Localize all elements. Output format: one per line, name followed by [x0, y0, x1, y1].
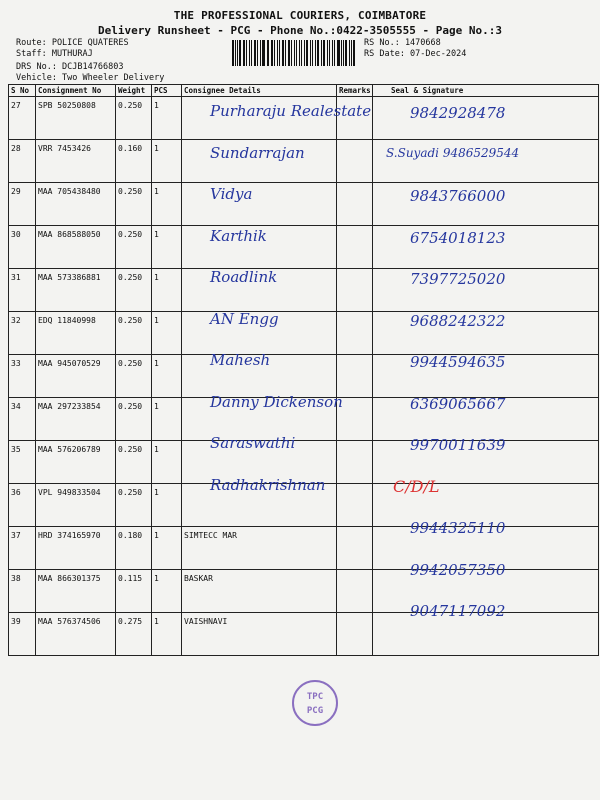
remarks-cell	[337, 269, 373, 312]
consignee-cell	[182, 183, 337, 226]
barcode-bar	[279, 40, 281, 66]
pcs-cell: 1	[152, 269, 182, 312]
staff-label: Staff: MUTHURAJ	[16, 49, 93, 59]
weight-cell: 0.115	[116, 570, 152, 613]
consignee-cell: BASKAR	[182, 570, 337, 613]
sno-cell: 29	[9, 183, 36, 226]
handwritten-consignee: Radhakrishnan	[210, 475, 326, 494]
barcode-bar	[246, 40, 247, 66]
sno-cell: 27	[9, 97, 36, 140]
consignee-cell: VAISHNAVI	[182, 613, 337, 656]
barcode-bar	[317, 40, 319, 66]
weight-cell: 0.250	[116, 97, 152, 140]
barcode-bar	[274, 40, 275, 66]
barcode-bar	[353, 40, 355, 66]
weight-cell: 0.250	[116, 226, 152, 269]
weight-cell: 0.160	[116, 140, 152, 183]
barcode-bar	[260, 40, 261, 66]
barcode-bar	[291, 40, 292, 66]
barcode-bar	[337, 40, 339, 66]
barcode-bar	[285, 40, 286, 66]
table-row	[9, 527, 599, 570]
barcode-bar	[332, 40, 334, 66]
col-weight: Weight	[116, 85, 152, 97]
col-pcs: PCS	[152, 85, 182, 97]
handwritten-consignee: Vidya	[210, 185, 253, 203]
pcs-cell: 1	[152, 226, 182, 269]
pcs-cell: 1	[152, 570, 182, 613]
table-row	[9, 226, 599, 269]
col-consignee: Consignee Details	[182, 85, 337, 97]
handwritten-signature: 9688242322	[410, 311, 506, 330]
weight-cell: 0.250	[116, 269, 152, 312]
runsheet-table	[8, 84, 599, 656]
handwritten-signature: 6754018123	[410, 228, 506, 247]
runsheet-subtitle: Delivery Runsheet - PCG - Phone No.:0422-3505555 - Page No.:3	[98, 24, 502, 37]
barcode-bar	[257, 40, 259, 66]
sno-cell: 30	[9, 226, 36, 269]
barcode-bar	[277, 40, 278, 66]
barcode-bar	[235, 40, 236, 66]
barcode-bar	[323, 40, 325, 66]
consignment-cell: MAA 866301375	[36, 570, 116, 613]
consignment-cell: VRR 7453426	[36, 140, 116, 183]
remarks-cell	[337, 613, 373, 656]
consignment-cell: MAA 297233854	[36, 398, 116, 441]
stamp-line1: TPC	[306, 692, 324, 702]
barcode-bar	[343, 40, 344, 66]
handwritten-signature: 6369065667	[410, 394, 506, 413]
barcode-bar	[312, 40, 313, 66]
handwritten-signature: 9843766000	[410, 187, 506, 205]
col-consignment: Consignment No	[36, 85, 116, 97]
courier-stamp	[292, 680, 338, 726]
barcode-bar	[288, 40, 290, 66]
handwritten-signature: 9842928478	[410, 104, 506, 122]
barcode-bar	[282, 40, 284, 66]
weight-cell: 0.250	[116, 183, 152, 226]
pcs-cell: 1	[152, 97, 182, 140]
table-header-row	[9, 85, 599, 97]
remarks-cell	[337, 312, 373, 355]
stamp-line2: PCG	[306, 706, 324, 716]
drs-barcode	[232, 40, 356, 66]
sno-cell: 39	[9, 613, 36, 656]
barcode-bar	[254, 40, 256, 66]
table-row	[9, 183, 599, 226]
pcs-cell: 1	[152, 183, 182, 226]
remarks-cell	[337, 441, 373, 484]
handwritten-consignee: Saraswathi	[210, 434, 296, 452]
handwritten-consignee: AN Engg	[210, 309, 279, 328]
remarks-cell	[337, 226, 373, 269]
consignment-cell: MAA 573386881	[36, 269, 116, 312]
pcs-cell: 1	[152, 312, 182, 355]
handwritten-signature: 9944325110	[410, 519, 506, 537]
handwritten-consignee: Sundarrajan	[210, 143, 305, 162]
pcs-cell: 1	[152, 355, 182, 398]
consignment-cell: MAA 945070529	[36, 355, 116, 398]
weight-cell: 0.275	[116, 613, 152, 656]
barcode-bar	[232, 40, 234, 66]
barcode-bar	[349, 40, 350, 66]
barcode-bar	[321, 40, 322, 66]
barcode-bar	[301, 40, 302, 66]
barcode-bar	[251, 40, 252, 66]
weight-cell: 0.250	[116, 355, 152, 398]
consignment-cell: SPB 50250808	[36, 97, 116, 140]
handwritten-consignee: Mahesh	[210, 351, 271, 369]
sno-cell: 28	[9, 140, 36, 183]
col-seal-signature: Seal & Signature	[373, 85, 599, 97]
remarks-cell	[337, 570, 373, 613]
cdl-red-mark: C/D/L	[393, 477, 440, 496]
pcs-cell: 1	[152, 484, 182, 527]
table-row	[9, 613, 599, 656]
weight-cell: 0.250	[116, 484, 152, 527]
pcs-cell: 1	[152, 613, 182, 656]
barcode-bar	[306, 40, 308, 66]
barcode-bar	[310, 40, 312, 66]
drs-number: DRS No.: DCJB14766803	[16, 62, 124, 72]
sno-cell: 35	[9, 441, 36, 484]
barcode-bar	[239, 40, 241, 66]
sno-cell: 38	[9, 570, 36, 613]
barcode-bar	[249, 40, 250, 66]
rs-number: RS No.: 1470668	[364, 38, 441, 48]
weight-cell: 0.250	[116, 312, 152, 355]
company-title: THE PROFESSIONAL COURIERS, COIMBATORE	[173, 9, 427, 22]
handwritten-signature: 9970011639	[410, 436, 506, 454]
consignment-cell: HRD 374165970	[36, 527, 116, 570]
sno-cell: 31	[9, 269, 36, 312]
table-row	[9, 269, 599, 312]
sno-cell: 34	[9, 398, 36, 441]
consignment-cell: MAA 576374506	[36, 613, 116, 656]
col-sno: S No	[9, 85, 36, 97]
barcode-bar	[334, 40, 335, 66]
handwritten-signature: 9942057350	[410, 560, 506, 579]
barcode-bar	[299, 40, 300, 66]
pcs-cell: 1	[152, 140, 182, 183]
consignment-cell: VPL 949833504	[36, 484, 116, 527]
barcode-bar	[315, 40, 316, 66]
handwritten-consignee: Purharaju Realestate	[210, 102, 372, 120]
sno-cell: 32	[9, 312, 36, 355]
handwritten-signature: 9944594635	[410, 353, 506, 371]
barcode-bar	[294, 40, 295, 66]
barcode-bar	[271, 40, 273, 66]
handwritten-consignee: Karthik	[210, 226, 267, 245]
consignment-cell: MAA 576206789	[36, 441, 116, 484]
consignment-cell: EDQ 11840998	[36, 312, 116, 355]
weight-cell: 0.180	[116, 527, 152, 570]
remarks-cell	[337, 484, 373, 527]
handwritten-consignee: Danny Dickenson	[210, 392, 343, 411]
remarks-cell	[337, 183, 373, 226]
barcode-bar	[327, 40, 328, 66]
table-row	[9, 312, 599, 355]
weight-cell: 0.250	[116, 398, 152, 441]
barcode-bar	[341, 40, 342, 66]
sno-cell: 33	[9, 355, 36, 398]
handwritten-consignee: Roadlink	[210, 268, 278, 286]
weight-cell: 0.250	[116, 441, 152, 484]
barcode-bar	[268, 40, 269, 66]
pcs-cell: 1	[152, 441, 182, 484]
remarks-cell	[337, 140, 373, 183]
remarks-cell	[337, 527, 373, 570]
consignee-cell: SIMTECC MAR	[182, 527, 337, 570]
barcode-bar	[267, 40, 268, 66]
consignment-cell: MAA 705438480	[36, 183, 116, 226]
table-row	[9, 570, 599, 613]
barcode-bar	[351, 40, 352, 66]
sno-cell: 36	[9, 484, 36, 527]
handwritten-signature: 9047117092	[410, 602, 506, 620]
barcode-bar	[237, 40, 238, 66]
sno-cell: 37	[9, 527, 36, 570]
pcs-cell: 1	[152, 398, 182, 441]
barcode-bar	[243, 40, 245, 66]
barcode-bar	[345, 40, 347, 66]
handwritten-signature: 7397725020	[410, 270, 506, 288]
col-remarks: Remarks	[337, 85, 373, 97]
table-row	[9, 355, 599, 398]
vehicle-label: Vehicle: Two Wheeler Delivery	[16, 73, 165, 83]
barcode-bar	[296, 40, 298, 66]
consignment-cell: MAA 868588050	[36, 226, 116, 269]
rs-date: RS Date: 07-Dec-2024	[364, 49, 467, 59]
barcode-bar	[329, 40, 330, 66]
remarks-cell	[337, 355, 373, 398]
barcode-bar	[304, 40, 305, 66]
handwritten-signature: S.Suyadi 9486529544	[386, 145, 520, 160]
barcode-bar	[262, 40, 264, 66]
route-label: Route: POLICE QUATERES	[16, 38, 129, 48]
pcs-cell: 1	[152, 527, 182, 570]
